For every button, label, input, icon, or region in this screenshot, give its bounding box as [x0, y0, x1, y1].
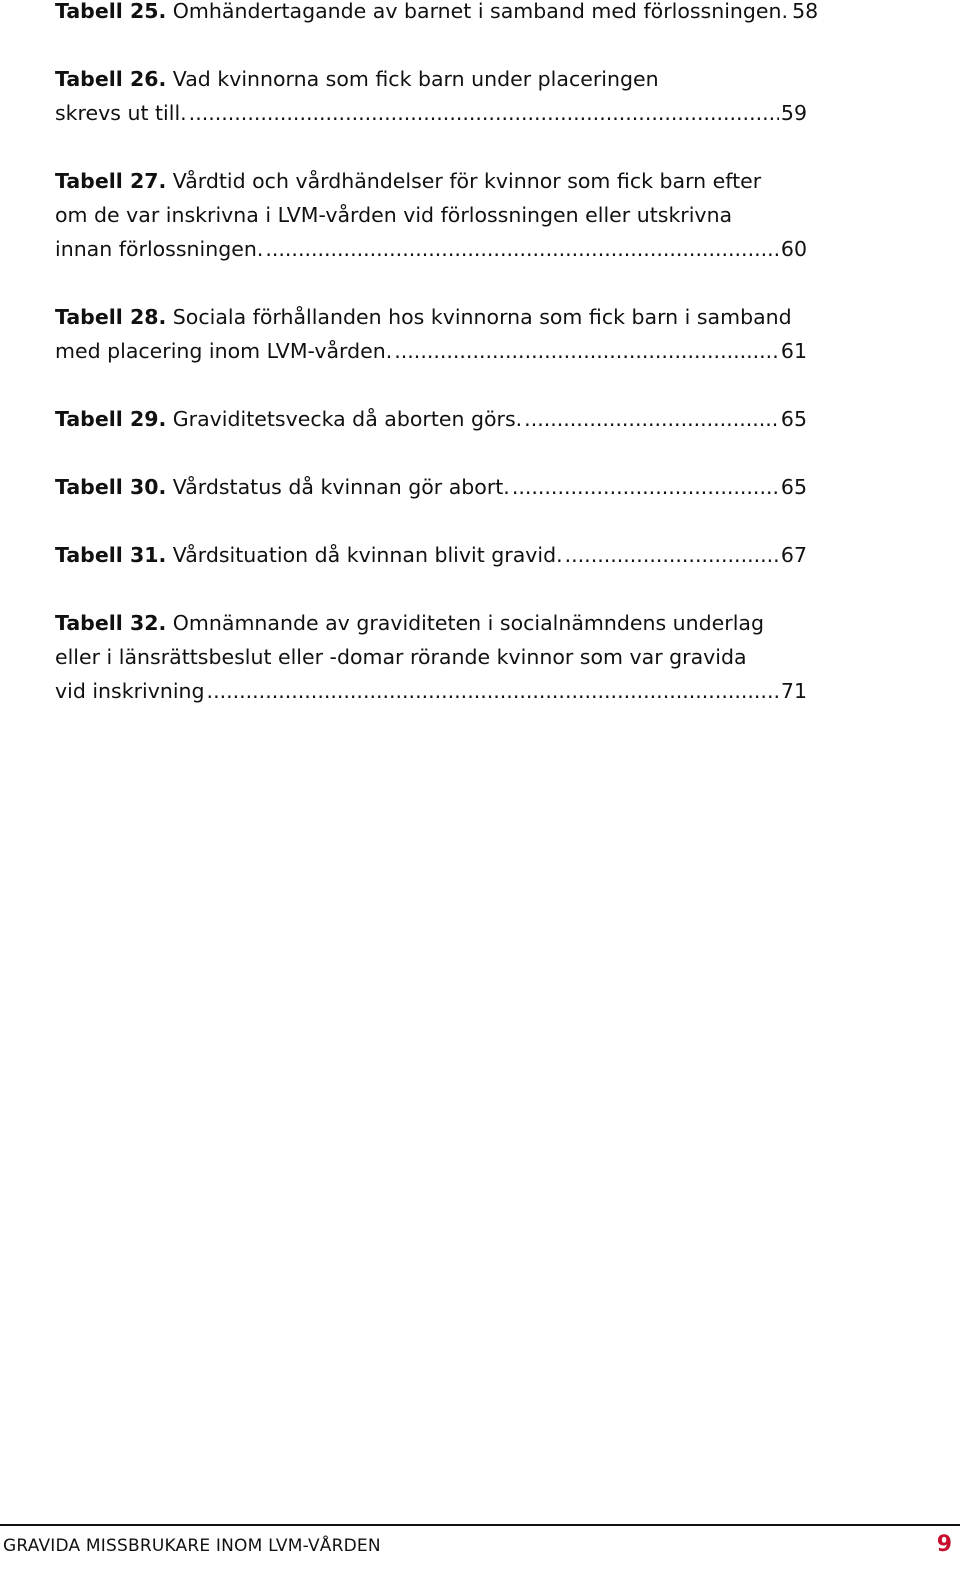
toc-entry-number: Tabell 29.	[55, 407, 167, 431]
toc-entry-title: Vårdstatus då kvinnan gör abort.	[172, 475, 510, 499]
toc-entry-tabell-28[interactable]	[55, 300, 807, 368]
toc-entry-line	[55, 300, 807, 334]
running-footer-title: GRAVIDA MISSBRUKARE INOM LVM-VÅRDEN	[3, 1536, 381, 1556]
toc-entry-tabell-27[interactable]	[55, 164, 807, 266]
toc-entry-line	[55, 538, 807, 572]
dot-leader	[207, 674, 779, 708]
toc-entry-tabell-30[interactable]	[55, 470, 807, 504]
toc-entry-page: 58	[792, 0, 819, 23]
toc-entry-line	[55, 232, 807, 266]
toc-entry-title-cont: innan förlossningen.	[55, 237, 264, 261]
toc-entry-line	[55, 96, 807, 130]
footer-divider	[0, 1524, 960, 1526]
table-of-contents	[55, 0, 819, 742]
page-number: 9	[936, 1532, 952, 1557]
toc-entry-page: 65	[780, 475, 807, 499]
toc-entry-title-cont: med placering inom LVM-vården.	[55, 339, 393, 363]
dot-leader	[265, 232, 779, 266]
toc-entry-page: 61	[780, 339, 807, 363]
toc-entry-title: Omnämnande av graviditeten i socialnämndens underlag	[172, 611, 764, 635]
toc-entry-number: Tabell 28.	[55, 305, 167, 329]
toc-entry-title: Vad kvinnorna som fick barn under placeringen	[172, 67, 659, 91]
toc-entry-title: Vårdtid och vårdhändelser för kvinnor som fick barn efter	[172, 169, 762, 193]
toc-entry-title-cont: skrevs ut till.	[55, 101, 187, 125]
toc-entry-number: Tabell 26.	[55, 67, 167, 91]
dot-leader	[189, 96, 779, 130]
toc-entry-line	[55, 164, 807, 198]
toc-entry-page: 65	[780, 407, 807, 431]
toc-entry-page: 59	[780, 101, 807, 125]
toc-entry-line: om de var inskrivna i LVM-vården vid förlossningen eller utskrivna	[55, 203, 733, 227]
toc-entry-number: Tabell 25.	[55, 0, 167, 23]
toc-entry-line: eller i länsrättsbeslut eller -domar rörande kvinnor som var gravida	[55, 645, 747, 669]
toc-entry-line	[55, 674, 807, 708]
toc-entry-tabell-25[interactable]	[55, 0, 819, 28]
toc-entry-page: 67	[780, 543, 807, 567]
toc-entry-line	[55, 334, 807, 368]
toc-entry-number: Tabell 32.	[55, 611, 167, 635]
toc-entry-tabell-31[interactable]	[55, 538, 807, 572]
toc-entry-line	[55, 402, 807, 436]
toc-entry-line	[55, 470, 807, 504]
toc-entry-title: Graviditetsvecka då aborten görs.	[172, 407, 523, 431]
toc-entry-tabell-26[interactable]	[55, 62, 807, 130]
dot-leader	[394, 334, 779, 368]
toc-entry-title-cont: vid inskrivning	[55, 679, 205, 703]
toc-entry-tabell-32[interactable]	[55, 606, 807, 708]
toc-entry-number: Tabell 30.	[55, 475, 167, 499]
dot-leader	[565, 538, 779, 572]
toc-entry-line	[55, 62, 807, 96]
toc-entry-page: 60	[780, 237, 807, 261]
toc-entry-tabell-29[interactable]	[55, 402, 807, 436]
toc-entry-line	[55, 606, 807, 640]
toc-entry-page: 71	[780, 679, 807, 703]
dot-leader	[512, 470, 779, 504]
dot-leader	[524, 402, 779, 436]
toc-entry-number: Tabell 31.	[55, 543, 167, 567]
toc-entry-title: Vårdsituation då kvinnan blivit gravid.	[172, 543, 563, 567]
toc-entry-line	[55, 0, 819, 28]
toc-entry-title: Sociala förhållanden hos kvinnorna som fick barn i samband	[172, 305, 792, 329]
toc-entry-title: Omhändertagande av barnet i samband med förlossningen.	[172, 0, 789, 23]
toc-entry-number: Tabell 27.	[55, 169, 167, 193]
